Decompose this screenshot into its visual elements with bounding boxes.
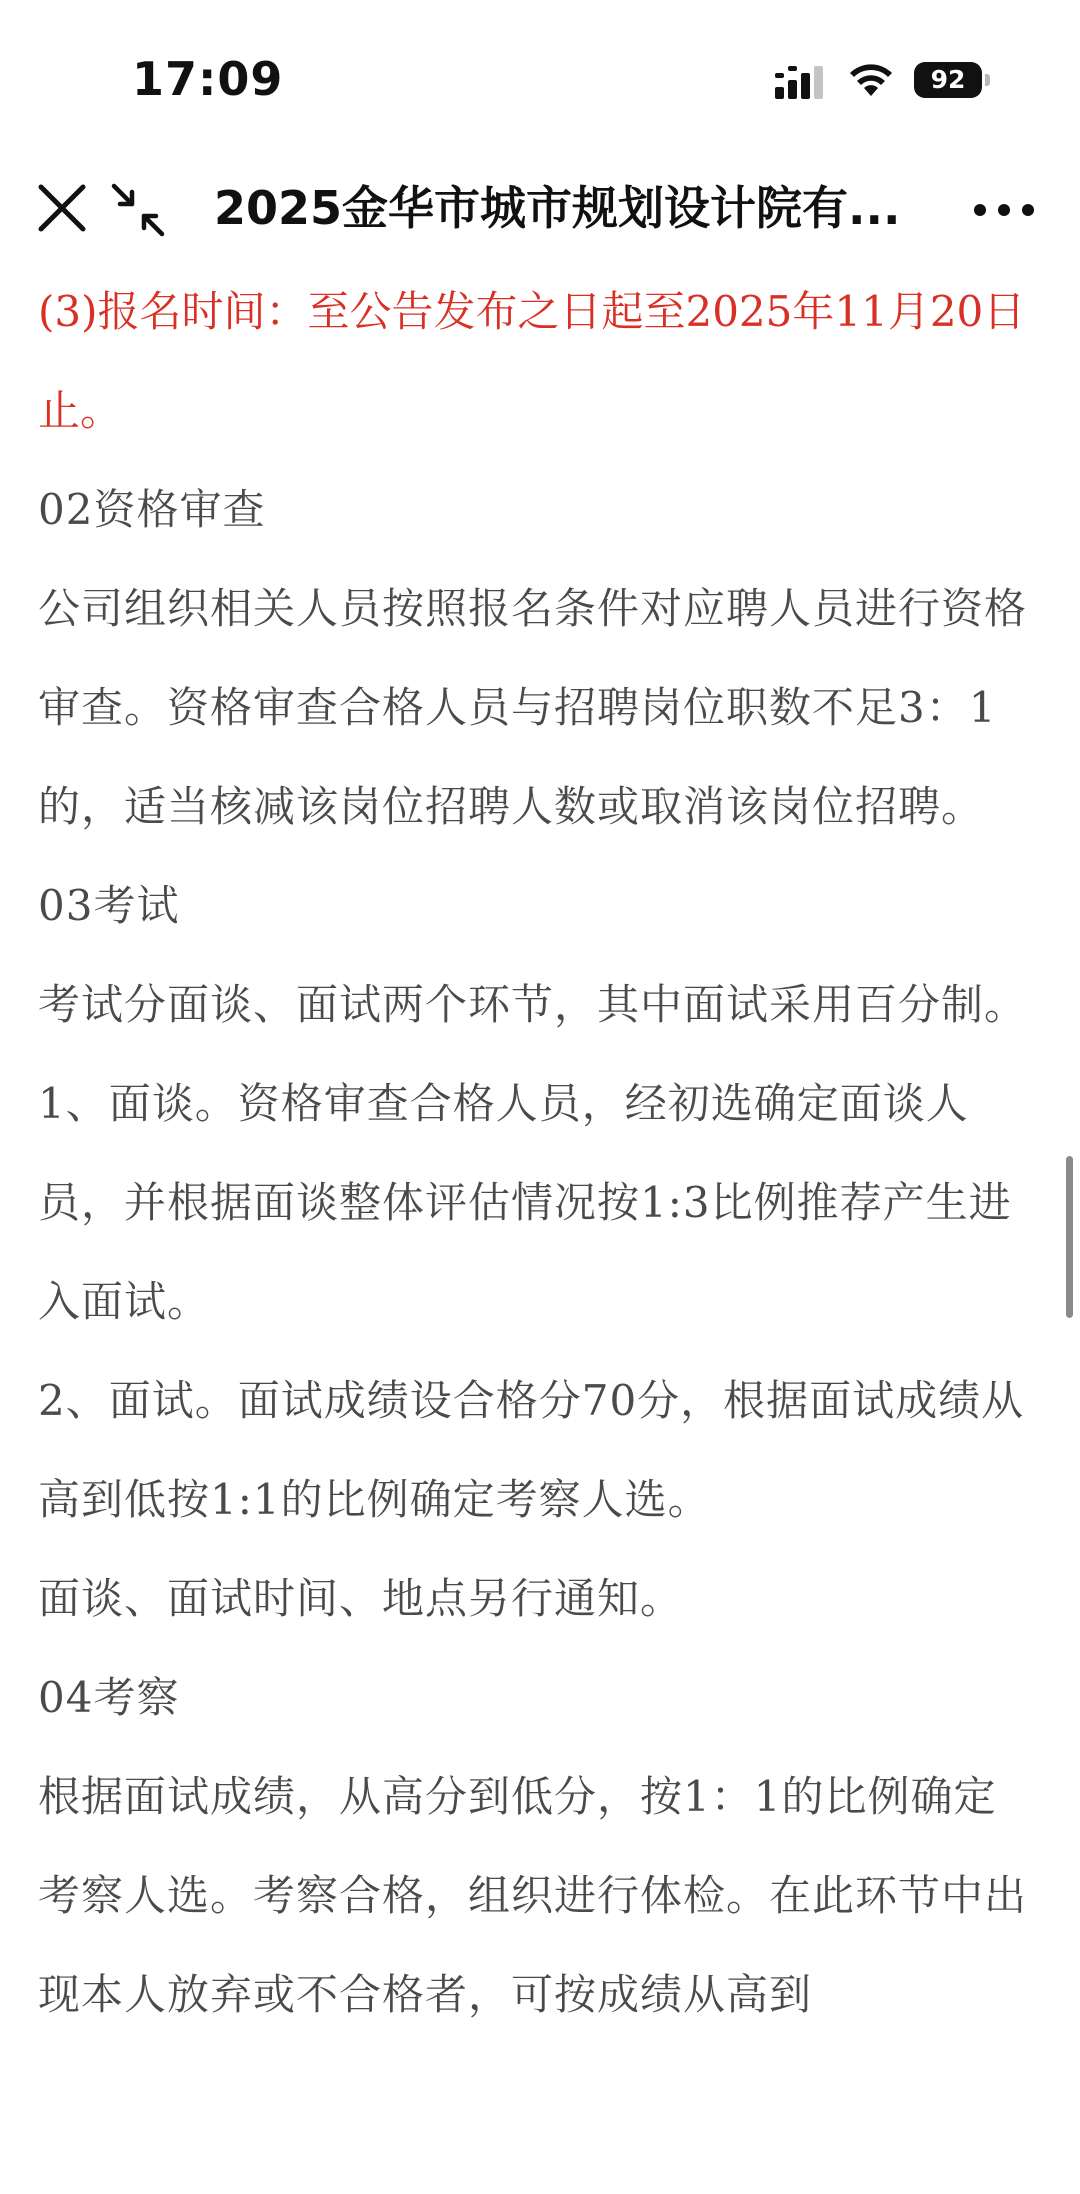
interview-talk-paragraph: 1、面谈。资格审查合格人员，经初选确定面谈人员，并根据面谈整体评估情况按1:3比例推荐产生进入面试。 bbox=[38, 1079, 1012, 1326]
qualification-paragraph: 公司组织相关人员按照报名条件对应聘人员进行资格审查。资格审查合格人员与招聘岗位职数不足3：1的，适当核减该岗位招聘人数或取消该岗位招聘。 bbox=[38, 584, 1028, 831]
nav-bar bbox=[0, 160, 1080, 260]
exam-paragraph: 考试分面谈、面试两个环节，其中面试采用百分制。 bbox=[38, 980, 1028, 1029]
minimize-icon[interactable] bbox=[110, 182, 166, 238]
battery-tip bbox=[985, 74, 990, 86]
more-horizontal-icon[interactable] bbox=[972, 190, 1036, 230]
status-bar bbox=[0, 0, 1080, 160]
section-heading-inspection: 04考察 bbox=[38, 1673, 180, 1722]
scrollbar[interactable] bbox=[1066, 1156, 1073, 1318]
inspection-paragraph: 根据面试成绩，从高分到低分，按1：1的比例确定考察人选。考察合格，组织进行体检。在此环节中出现本人放弃或不合格者，可按成绩从高到 bbox=[38, 1772, 1028, 2019]
cellular-signal-icon bbox=[773, 63, 829, 103]
wifi-icon bbox=[846, 60, 896, 100]
battery-icon bbox=[914, 60, 994, 100]
battery-level: 92 bbox=[914, 62, 982, 98]
section-heading-qualification: 02资格审查 bbox=[38, 485, 266, 534]
page-title: 2025金华市城市规划设计院有... bbox=[214, 181, 901, 235]
article-content bbox=[38, 262, 1038, 2194]
time-location-paragraph: 面谈、面试时间、地点另行通知。 bbox=[38, 1574, 684, 1623]
registration-time-text: (3)报名时间：至公告发布之日起至2025年11月20日止。 bbox=[38, 287, 1026, 435]
close-icon[interactable] bbox=[36, 182, 88, 234]
section-heading-exam: 03考试 bbox=[38, 881, 180, 930]
status-time: 17:09 bbox=[132, 52, 284, 106]
interview-paragraph: 2、面试。面试成绩设合格分70分，根据面试成绩从高到低按1:1的比例确定考察人选。 bbox=[38, 1376, 1025, 1524]
